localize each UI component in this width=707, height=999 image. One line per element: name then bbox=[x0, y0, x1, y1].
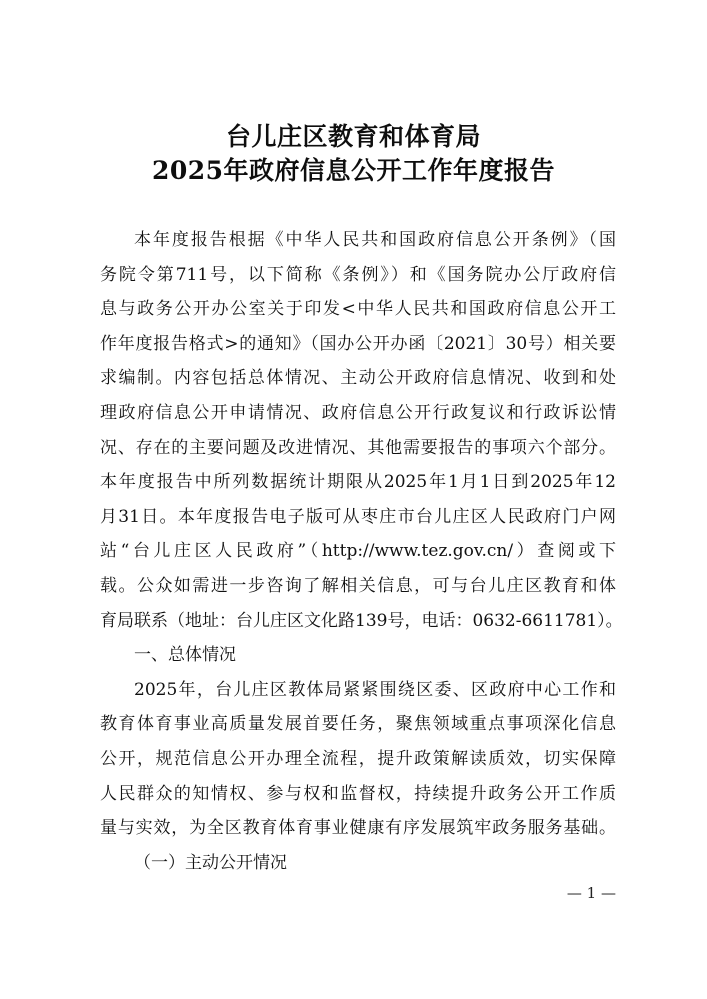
page-number: — 1 — bbox=[566, 884, 616, 902]
intro-paragraph-line: 求编制。内容包括总体情况、主动公开政府信息情况、收到和处 bbox=[100, 368, 616, 389]
intro-paragraph-line: 况、存在的主要问题及改进情况、其他需要报告的事项六个部分。 bbox=[100, 437, 616, 458]
section-heading-overview: 一、总体情况 bbox=[134, 645, 236, 666]
intro-paragraph-line: 息与政务公开办公室关于印发<中华人民共和国政府信息公开工 bbox=[100, 299, 616, 320]
intro-paragraph-line: 本年度报告根据《中华人民共和国政府信息公开条例》（国 bbox=[134, 230, 616, 250]
intro-paragraph-line: 务院令第711号，以下简称《条例》）和《国务院办公厅政府信 bbox=[100, 264, 616, 285]
intro-paragraph-line: 月31日。本年度报告电子版可从枣庄市台儿庄区人民政府门户网 bbox=[100, 506, 616, 527]
document-title-line-1: 台儿庄区教育和体育局 bbox=[225, 122, 481, 151]
document-title-line-2: 2025年政府信息公开工作年度报告 bbox=[151, 156, 556, 185]
intro-paragraph-line: 本年度报告中所列数据统计期限从2025年1月1日到2025年12 bbox=[100, 472, 616, 493]
intro-paragraph-line: 作年度报告格式>的通知》（国办公开办函〔2021〕30号）相关要 bbox=[100, 333, 616, 354]
intro-paragraph-line: 育局联系（地址：台儿庄区文化路139号，电话：0632-6611781）。 bbox=[100, 610, 623, 631]
overview-paragraph-line: 教育体育事业高质量发展首要任务，聚焦领域重点事项深化信息 bbox=[100, 714, 616, 735]
overview-paragraph-line: 量与实效，为全区教育体育事业健康有序发展筑牢政务服务基础。 bbox=[100, 818, 616, 839]
subsection-heading-active-disclosure: （一）主动公开情况 bbox=[134, 852, 287, 873]
document-body bbox=[100, 223, 623, 880]
intro-paragraph-line: 理政府信息公开申请情况、政府信息公开行政复议和行政诉讼情 bbox=[100, 402, 616, 423]
overview-paragraph-line: 2025年，台儿庄区教体局紧紧围绕区委、区政府中心工作和 bbox=[134, 679, 616, 700]
intro-paragraph-line: 载。公众如需进一步咨询了解相关信息，可与台儿庄区教育和体 bbox=[100, 575, 616, 596]
overview-paragraph-line: 人民群众的知情权、参与权和监督权，持续提升政务公开工作质 bbox=[100, 783, 616, 804]
overview-paragraph-line: 公开，规范信息公开办理全流程，提升政策解读质效，切实保障 bbox=[100, 748, 616, 769]
intro-paragraph-line: 站“台儿庄区人民政府”（http://www.tez.gov.cn/）查阅或下 bbox=[100, 541, 616, 562]
